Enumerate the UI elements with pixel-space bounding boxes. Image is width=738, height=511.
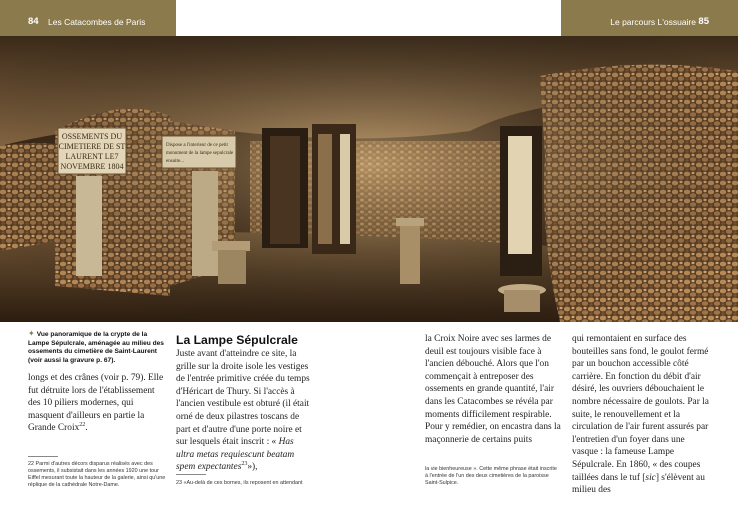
right-page-number: 85 [698,16,709,27]
plaque-left-line-1: OSSEMENTS DU [61,132,123,141]
col2-paragraph: Juste avant d'atteindre ce site, la grille sur la droite isole les vestiges de l'entrée primitive créée du temps d'Héricart de Thury. Si l'accès à l'ancien vestibule est obturé (il était orné de deux pilastres toscans de part et d'autre d'une porte noire et sur lesquels était inscrit : « Has ultra metas requiescunt beatam spem expectantes$^{23}$»), [176,349,310,473]
plaque-mid-line-2: monument de la lampe sepulcrale [166,151,234,156]
plaque-left-line-3: LAURENT LE7 [65,152,119,161]
section-heading: La Lampe Sépulcrale [176,333,298,347]
column-2 [176,348,314,474]
left-page-number: 84 [28,16,39,27]
right-page-header [561,0,738,36]
col3-paragraph: la Croix Noire avec ses larmes de deuil est toujours visible face à l'ancien débouché. Alors que l'on commençait à entreposer des ossements en grande quantité, l'air dans les Catacombes se révéla par moments difficilement respirable. Pour y remédier, on encastra dans la maçonnerie de certains puits [425,334,561,445]
left-running-title: Les Catacombes de Paris [48,17,146,27]
ossuary-crypt-photo [0,36,738,322]
footnote-23-continued: la vie bienheureuse ». Cette même phrase était inscrite à l'entrée de l'un des deux cimetières de la paroisse Saint-Sulpice. [425,466,557,486]
plaque-left-line-2: CIMETIERE DE ST [58,142,126,151]
footnote-ref-23: 23 [241,461,248,468]
footnote-ref-22: 22 [79,422,86,429]
plaque-left-line-4: NOVEMBRE 1804 [60,162,124,171]
footnote-23: 23 «Au-delà de ces bornes, ils reposent en attendant [176,480,303,486]
column-4 [572,333,712,497]
footnote-22: 22 Parmi d'autres décors disparus réalisés avec des ossements, il subsistait dans les années 1920 une tour Eiffel mesurant toute la hauteur de la galerie, ainsi qu'une réplique de la cathédrale Notre-Dame. [28,461,166,488]
photo-caption: ✦ Vue panoramique de la crypte de la Lampe Sépulcrale, aménagée au milieu des ossements du cimetière de Saint-Laurent (voir aussi la gravure p. 67). [28,329,164,364]
col4-paragraph: qui remontaient en surface des bouteilles sans fond, le goulot fermé par un bouchon accessible côté carrière. En fonction du débit d'air désiré, les ouvriers débouchaient le nombre nécessaire de goulots. Par la suite, le renouvellement et la circulation de l'air furent assurés par l'entretien d'un foyer dans une vasque : la fameuse Lampe Sépulcrale. En 1860, « des coupes taillées dans le tuf [sic] s'élèvent au milieu des [572,334,709,496]
footnote-rule-2 [176,474,206,475]
left-page-header [0,0,176,36]
footnote-rule-1 [28,456,58,457]
plaque-mid-line-1: Dispose a l'interieur de ce petit [166,143,228,148]
sic-note: sic [645,472,656,483]
caption-arrow-icon: ✦ [28,329,35,338]
col1-paragraph: longs et des crânes (voir p. 79). Elle fut détruite lors de l'établissement des 10 piliers modernes, qui masquent d'ailleurs en partie la Grande Croix$^{22}$. [28,373,164,434]
column-3 [425,333,561,446]
plaque-mid-line-3: ensuite... [166,159,184,164]
right-running-title: Le parcours L'ossuaire [610,17,696,27]
column-1 [28,372,168,435]
latin-inscription: Has ultra metas requiescunt beatam spem expectantes [176,437,295,473]
